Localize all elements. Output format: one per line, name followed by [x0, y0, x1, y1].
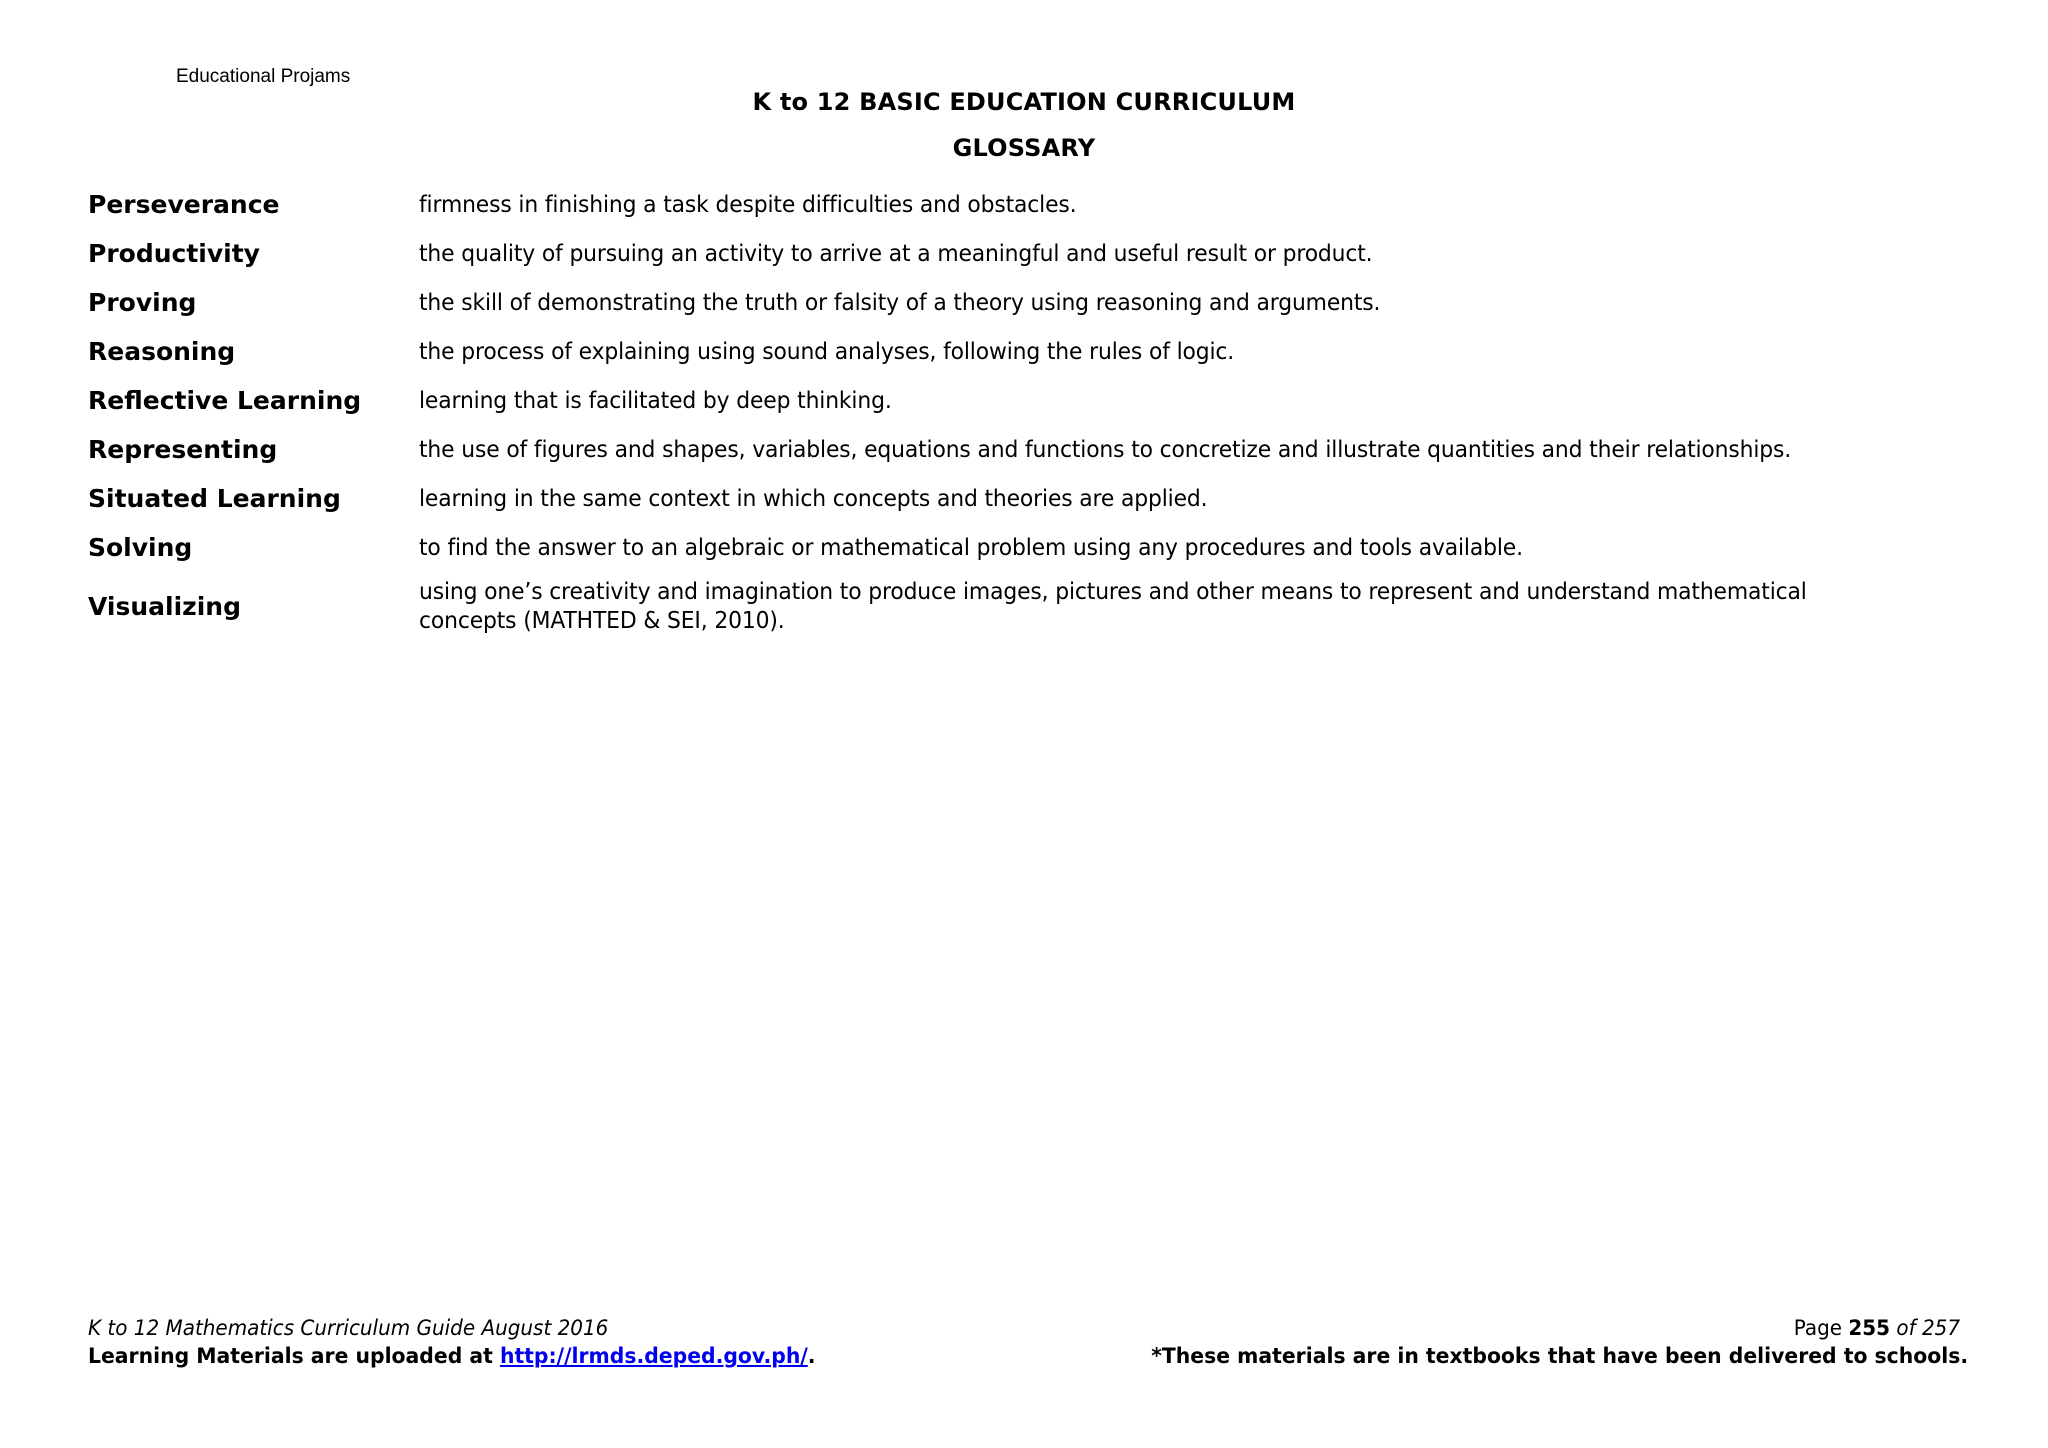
page-word: Page — [1793, 1316, 1842, 1340]
page-title: K to 12 BASIC EDUCATION CURRICULUM — [752, 88, 1296, 116]
glossary-term: Reasoning — [88, 337, 236, 366]
glossary-entry — [88, 425, 1968, 474]
glossary-term: Solving — [88, 533, 193, 562]
watermark-text: Educational Projams — [176, 66, 351, 87]
glossary-definition: learning that is facilitated by deep thinking. — [419, 386, 892, 414]
glossary-term: Visualizing — [88, 591, 241, 621]
footer-upload-text: Learning Materials are uploaded at — [88, 1344, 493, 1368]
glossary-definition: the skill of demonstrating the truth or falsity of a theory using reasoning and arguments. — [419, 288, 1381, 316]
glossary-entry — [88, 576, 1968, 636]
glossary-entry — [88, 180, 1968, 229]
footer-delivered-note: *These materials are in textbooks that have been delivered to schools. — [1151, 1344, 1968, 1368]
glossary-term: Situated Learning — [88, 484, 341, 513]
page-number — [1794, 1316, 1960, 1340]
glossary-term: Reflective Learning — [88, 386, 362, 415]
glossary-entry — [88, 229, 1968, 278]
glossary-entry — [88, 523, 1968, 572]
glossary-definition: using one’s creativity and imagination to produce images, pictures and other means to represent and understand mathematical concepts (MATHTED & SEI, 2010). — [419, 577, 1807, 634]
page-current: 255 — [1848, 1316, 1890, 1340]
page-footer — [88, 1316, 1968, 1372]
glossary-term: Productivity — [88, 239, 260, 268]
page-total: of 257 — [1896, 1316, 1960, 1340]
glossary-definition: to find the answer to an algebraic or mathematical problem using any procedures and tools available. — [419, 533, 1523, 561]
footer-upload-note — [88, 1344, 816, 1368]
glossary-definition: firmness in finishing a task despite difficulties and obstacles. — [419, 190, 1077, 218]
glossary-definition: the process of explaining using sound analyses, following the rules of logic. — [419, 337, 1235, 365]
glossary-entry — [88, 278, 1968, 327]
glossary-entry — [88, 474, 1968, 523]
glossary-definition: the use of figures and shapes, variables, equations and functions to concretize and illustrate quantities and their relationships. — [419, 435, 1792, 463]
glossary-entry — [88, 327, 1968, 376]
page-subtitle: GLOSSARY — [952, 134, 1096, 162]
footer-period: . — [807, 1344, 816, 1368]
glossary-definition: learning in the same context in which concepts and theories are applied. — [419, 484, 1208, 512]
lrmds-link[interactable]: http://lrmds.deped.gov.ph/ — [499, 1344, 808, 1368]
glossary-definition: the quality of pursuing an activity to arrive at a meaningful and useful result or product. — [419, 239, 1373, 267]
footer-guide-title: K to 12 Mathematics Curriculum Guide August 2016 — [88, 1316, 609, 1340]
glossary-entry — [88, 376, 1968, 425]
glossary-term: Perseverance — [88, 190, 280, 219]
glossary-list — [88, 180, 1968, 636]
glossary-term: Representing — [88, 435, 278, 464]
glossary-term: Proving — [88, 288, 197, 317]
